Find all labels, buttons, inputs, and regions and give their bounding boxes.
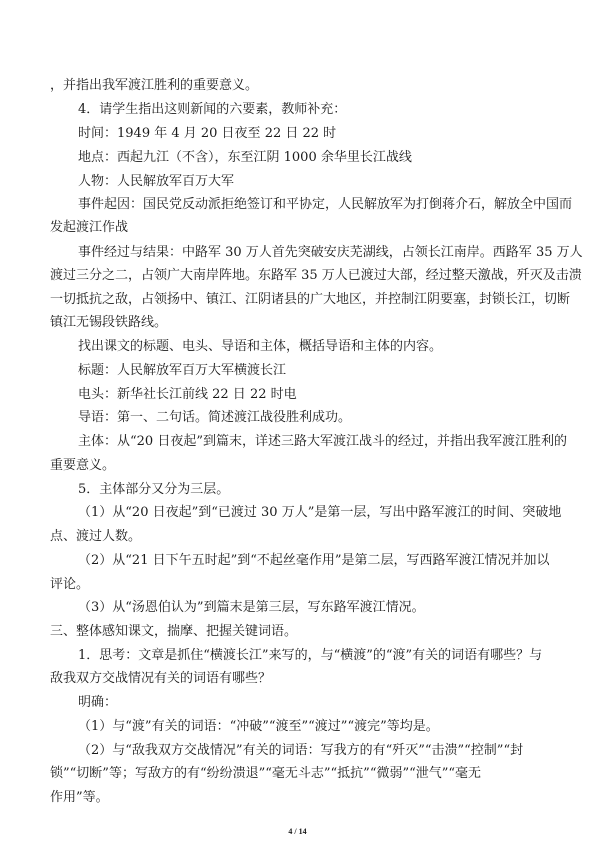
text-line: 发起渡江作战 — [50, 220, 129, 235]
text-line: （1）从“20 日夜起”到“已渡过 30 万人”是第一层，写出中路军渡江的时间、突破地 — [78, 505, 562, 520]
text-line: 镇江无锡段铁路线。 — [50, 315, 168, 330]
text-line: 地点：西起九江（不含），东至江阴 1000 余华里长江战线 — [78, 150, 412, 165]
text-line: 作用”等。 — [50, 790, 109, 805]
text-line: ，并指出我军渡江胜利的重要意义。 — [50, 78, 259, 93]
text-line: 评论。 — [50, 577, 90, 592]
text-line: 渡过三分之二，占领广大南岸阵地。东路军 35 万人已渡过大部，经过整天激战，歼灭及击溃 — [50, 268, 582, 283]
text-line: 事件起因：国民党反动派拒绝签订和平协定，人民解放军为打倒蒋介石，解放全中国而 — [78, 197, 573, 212]
page-number: 4 / 14 — [288, 827, 307, 836]
text-line: （2）从“21 日下午五时起”到“不起丝毫作用”是第二层，写西路军渡江情况并加以 — [78, 553, 550, 568]
text-line: （2）与“敌我双方交战情况”有关的词语：写我方的有“歼灭”“击溃”“控制”“封 — [78, 743, 524, 758]
text-line: 明确： — [78, 695, 118, 710]
text-line: 一切抵抗之敌，占领扬中、镇江、江阴诸县的广大地区，并控制江阴要塞，封锁长江，切断 — [50, 292, 571, 307]
text-line: 电头：新华社长江前线 22 日 22 时电 — [78, 387, 297, 402]
text-line: 找出课文的标题、电头、导语和主体，概括导语和主体的内容。 — [78, 339, 443, 354]
text-line: 锁”“切断”等；写敌方的有“纷纷溃退”“毫无斗志”“抵抗”“微弱”“泄气”“毫无 — [50, 766, 482, 781]
text-line: 导语：第一、二句话。简述渡江战役胜利成功。 — [78, 410, 352, 425]
text-line: 主体：从“20 日夜起”到篇末，详述三路大军渡江战斗的经过，并指出我军渡江胜利的 — [78, 434, 567, 449]
text-line: 5．主体部分又分为三层。 — [78, 482, 230, 497]
text-line: 人物：人民解放军百万大军 — [78, 174, 235, 189]
text-line: （1）与“渡”有关的词语：“冲破”“渡至”“渡过”“渡完”等均是。 — [78, 719, 439, 734]
text-line: 4．请学生指出这则新闻的六要素，教师补充： — [78, 102, 347, 117]
text-line: 标题：人民解放军百万大军横渡长江 — [78, 363, 287, 378]
text-line: 1．思考：文章是抓住“横渡长江”来写的，与“横渡”的“渡”有关的词语有哪些？与 — [78, 648, 543, 663]
text-line: 事件经过与结果：中路军 30 万人首先突破安庆芜湖线，占领长江南岸。西路军 35 万人 — [78, 245, 583, 260]
text-line: 敌我双方交战情况有关的词语有哪些？ — [50, 671, 272, 686]
text-line: 三、整体感知课文，揣摩、把握关键词语。 — [50, 624, 298, 639]
text-line: 点、渡过人数。 — [50, 529, 142, 544]
text-line: 重要意义。 — [50, 458, 116, 473]
text-line: 时间：1949 年 4 月 20 日夜至 22 日 22 时 — [78, 126, 337, 141]
text-line: （3）从“汤恩伯认为”到篇末是第三层，写东路军渡江情况。 — [78, 600, 425, 615]
